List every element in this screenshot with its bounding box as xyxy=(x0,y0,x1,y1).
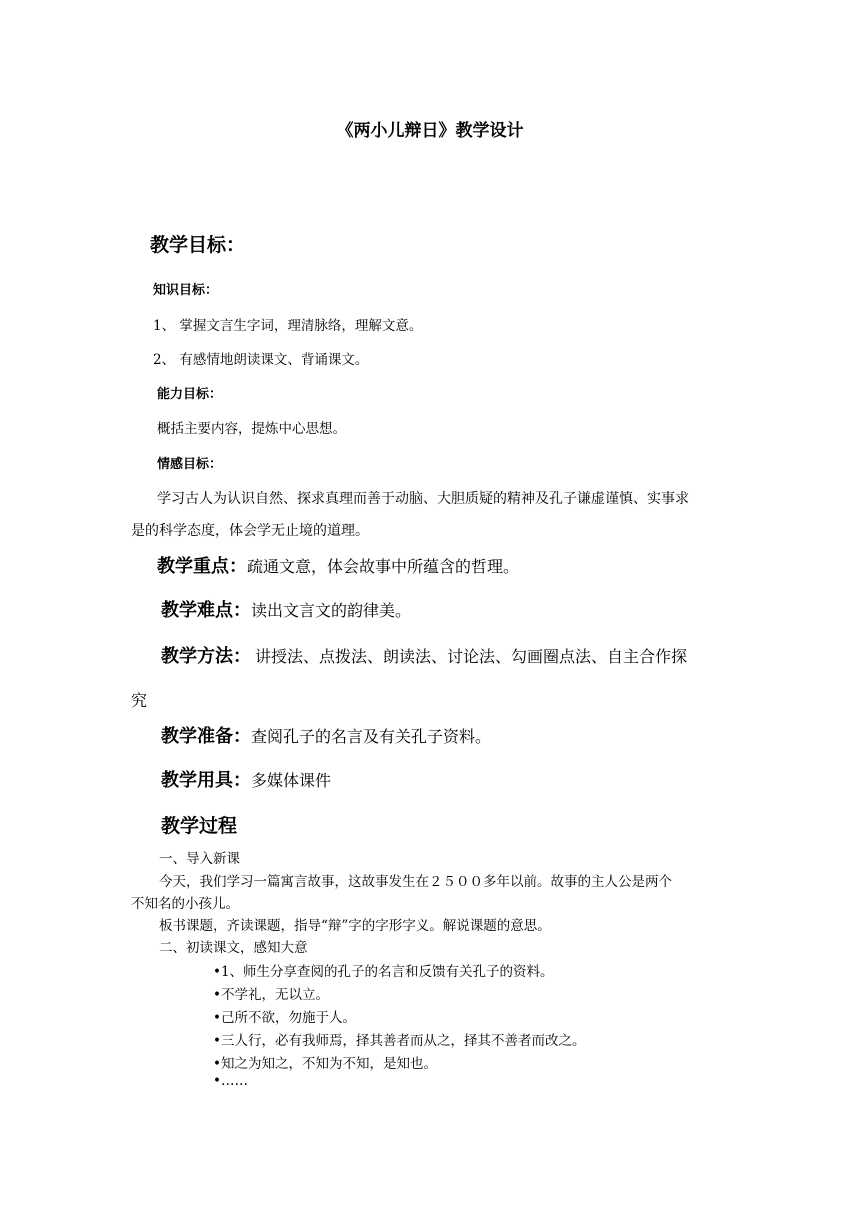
difficulty-label: 教学难点： xyxy=(161,600,251,621)
list-item: •…… xyxy=(213,1073,248,1089)
process-heading: 教学过程 xyxy=(161,815,238,837)
board-text: 板书课题，齐读课题，指导“辩”字的字形字义。解说课题的意思。 xyxy=(159,918,551,934)
knowledge-label: 知识目标： xyxy=(153,283,219,298)
section-1-heading: 一、导入新课 xyxy=(159,851,240,867)
intro-line-2: 不知名的小孩儿。 xyxy=(131,896,239,912)
list-item: •不学礼，无以立。 xyxy=(213,987,329,1003)
methods-row xyxy=(161,642,687,668)
key-points-text: 疏通文意，体会故事中所蕴含的哲理。 xyxy=(247,557,520,576)
key-points-row xyxy=(157,552,519,578)
tools-text: 多媒体课件 xyxy=(251,771,332,790)
knowledge-item-1: 1、 掌握文言生字词，理清脉络，理解文意。 xyxy=(153,318,423,334)
list-item: •三人行，必有我师焉，择其善者而从之，择其不善者而改之。 xyxy=(213,1033,586,1049)
preparation-label: 教学准备： xyxy=(161,726,251,747)
methods-label: 教学方法： xyxy=(161,646,251,667)
knowledge-item-2: 2、 有感情地朗读课文、背诵课文。 xyxy=(153,352,369,368)
emotion-text-line1: 学习古人为认识自然、探求真理而善于动脑、大胆质疑的精神及孔子谦虚谨慎、实事求 xyxy=(157,491,689,507)
key-points-label: 教学重点： xyxy=(157,556,247,577)
objectives-heading: 教学目标： xyxy=(150,234,246,256)
preparation-text: 查阅孔子的名言及有关孔子资料。 xyxy=(251,727,492,746)
emotion-label: 情感目标： xyxy=(157,457,223,472)
ability-text: 概括主要内容，提炼中心思想。 xyxy=(157,421,346,437)
ability-label: 能力目标： xyxy=(157,387,223,402)
intro-line-1: 今天，我们学习一篇寓言故事，这故事发生在２５００多年以前。故事的主人公是两个 xyxy=(159,874,672,890)
tools-row xyxy=(161,766,331,792)
emotion-text-line2: 是的科学态度，体会学无止境的道理。 xyxy=(131,523,369,539)
difficulty-row xyxy=(161,596,411,622)
methods-wrap: 究 xyxy=(131,691,148,710)
list-item: •知之为知之，不知为不知，是知也。 xyxy=(213,1056,437,1072)
section-2-heading: 二、初读课文，感知大意 xyxy=(159,940,308,956)
tools-label: 教学用具： xyxy=(161,770,251,791)
list-item: •1、师生分享查阅的孔子的名言和反馈有关孔子的资料。 xyxy=(213,964,554,980)
methods-text: 讲授法、点拨法、朗读法、讨论法、勾画圈点法、自主合作探 xyxy=(255,647,688,666)
difficulty-text: 读出文言文的韵律美。 xyxy=(251,601,412,620)
preparation-row xyxy=(161,722,491,748)
list-item: •己所不欲，勿施于人。 xyxy=(213,1010,356,1026)
page-title: 《两小儿辩日》教学设计 xyxy=(336,121,524,141)
